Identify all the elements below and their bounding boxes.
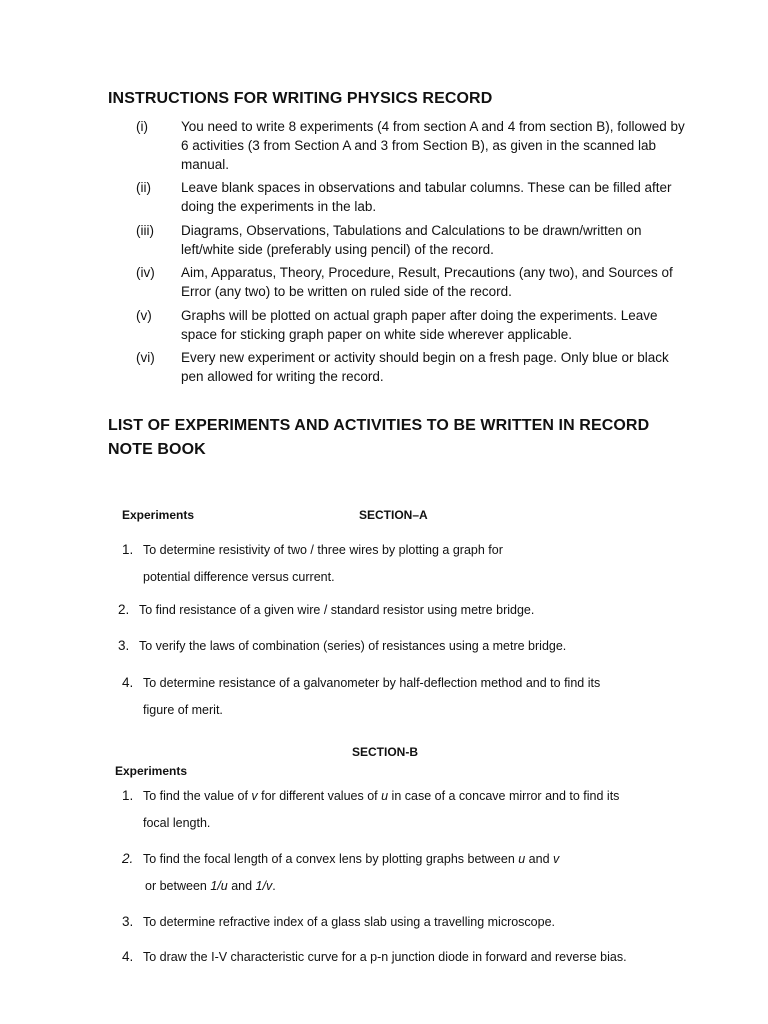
item-text-continued: focal length. bbox=[143, 816, 211, 830]
instruction-number: (i) bbox=[136, 119, 148, 134]
item-number: 2. bbox=[118, 602, 130, 617]
section-a-title: SECTION–A bbox=[359, 508, 428, 522]
item-number: 4. bbox=[122, 675, 134, 690]
instruction-item bbox=[108, 221, 688, 259]
section-a-label: Experiments bbox=[122, 508, 195, 522]
section-b-title: SECTION-B bbox=[352, 745, 418, 759]
item-number: 3. bbox=[122, 914, 134, 929]
item-text: To determine refractive index of a glass slab using a travelling microscope. bbox=[143, 915, 556, 929]
instruction-number: (iv) bbox=[136, 265, 155, 280]
instruction-text: Every new experiment or activity should begin on a fresh page. Only blue or black pen allowed for writing the record. bbox=[181, 350, 669, 384]
item-text-continued: figure of merit. bbox=[143, 703, 223, 717]
instruction-text: Graphs will be plotted on actual graph paper after doing the experiments. Leave space for sticking graph paper on white side wherever applicable. bbox=[181, 308, 658, 342]
item-number: 4. bbox=[122, 949, 134, 964]
item-number: 1. bbox=[122, 788, 134, 803]
instruction-item bbox=[108, 263, 688, 301]
item-text-continued: potential difference versus current. bbox=[143, 570, 335, 584]
instruction-text: You need to write 8 experiments (4 from section A and 4 from section B), followed by 6 activities (3 from Section A and 3 from Section B), as given in the scanned lab manual. bbox=[181, 119, 685, 172]
instruction-number: (iii) bbox=[136, 223, 154, 238]
instruction-text: Diagrams, Observations, Tabulations and Calculations to be drawn/written on left/white side (preferably using pencil) of the record. bbox=[181, 223, 642, 257]
instruction-item bbox=[108, 348, 688, 386]
item-text: To determine resistance of a galvanometer by half-deflection method and to find its bbox=[143, 676, 601, 690]
item-text-continued: or between 1/u and 1/v. bbox=[145, 879, 276, 893]
list-heading-line2: NOTE BOOK bbox=[108, 441, 206, 458]
instruction-number: (vi) bbox=[136, 350, 155, 365]
instruction-item bbox=[108, 178, 688, 216]
item-text: To verify the laws of combination (series) of resistances using a metre bridge. bbox=[139, 639, 567, 653]
item-text: To find the value of v for different values of u in case of a concave mirror and to find its bbox=[143, 789, 620, 803]
item-text: To draw the I-V characteristic curve for a p-n junction diode in forward and reverse bias. bbox=[143, 950, 627, 964]
item-number: 1. bbox=[122, 542, 134, 557]
instruction-number: (ii) bbox=[136, 180, 151, 195]
item-text: To find resistance of a given wire / standard resistor using metre bridge. bbox=[139, 603, 535, 617]
item-number: 3. bbox=[118, 638, 130, 653]
item-text: To find the focal length of a convex lens by plotting graphs between u and v bbox=[143, 852, 560, 866]
instruction-item bbox=[108, 117, 688, 174]
instruction-item bbox=[108, 306, 688, 344]
page-title: INSTRUCTIONS FOR WRITING PHYSICS RECORD bbox=[108, 90, 493, 107]
section-b-label: Experiments bbox=[115, 764, 188, 778]
instruction-text: Leave blank spaces in observations and tabular columns. These can be filled after doing the experiments in the lab. bbox=[181, 180, 672, 214]
item-number: 2. bbox=[122, 851, 134, 866]
instruction-text: Aim, Apparatus, Theory, Procedure, Result, Precautions (any two), and Sources of Error (any two) to be written on ruled side of the record. bbox=[181, 265, 673, 299]
instruction-number: (v) bbox=[136, 308, 152, 323]
list-heading-line1: LIST OF EXPERIMENTS AND ACTIVITIES TO BE WRITTEN IN RECORD bbox=[108, 417, 650, 434]
item-text: To determine resistivity of two / three wires by plotting a graph for bbox=[143, 543, 503, 557]
